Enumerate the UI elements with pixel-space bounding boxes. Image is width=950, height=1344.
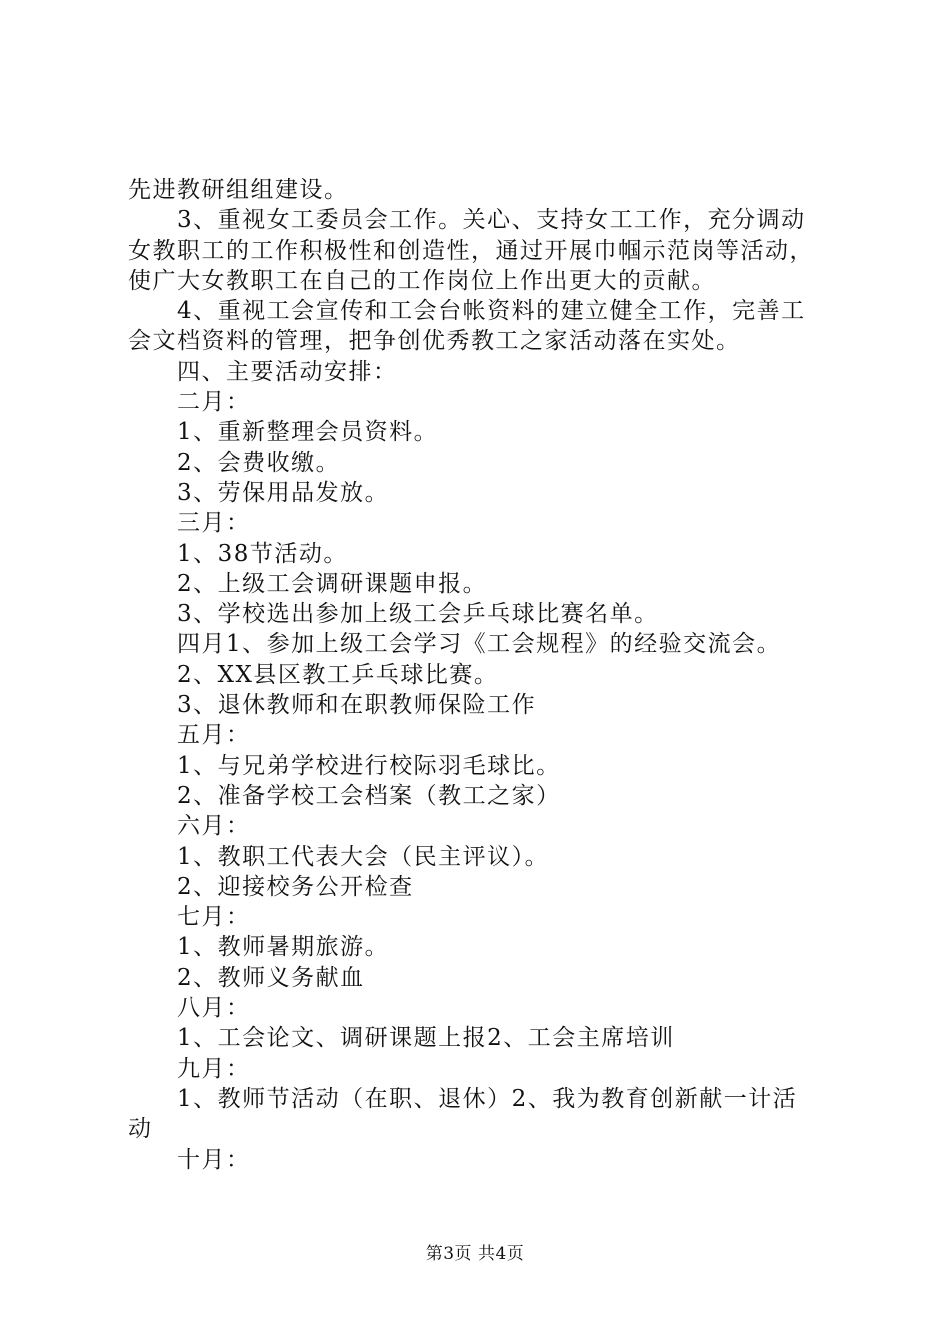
- activity-item: 3、学校选出参加上级工会乒乓球比赛名单。: [177, 601, 659, 628]
- activity-item: 1、38节活动。: [177, 540, 348, 567]
- month-heading: 九月：: [177, 1055, 251, 1082]
- text-line: 先进教研组组建设。: [128, 177, 349, 203]
- document-text: [128, 175, 848, 1175]
- text-line: 会文档资料的管理，把争创优秀教工之家活动落在实处。: [128, 328, 741, 355]
- activity-item: 2、XX县区教工乒乓球比赛。: [177, 661, 499, 688]
- activity-item: 1、教师暑期旅游。: [177, 934, 390, 961]
- activity-item: 3、劳保用品发放。: [177, 479, 390, 506]
- activity-item: 2、上级工会调研课题申报。: [177, 570, 488, 597]
- activity-item: 1、与兄弟学校进行校际羽毛球比。: [177, 752, 561, 779]
- section-heading: 四、主要活动安排：: [177, 358, 398, 385]
- activity-item: 四月1、参加上级工会学习《工会规程》的经验交流会。: [177, 631, 782, 658]
- activity-item: 1、教职工代表大会（民主评议）。: [177, 843, 550, 870]
- activity-item: 2、教师义务献血: [177, 964, 365, 991]
- activity-item: 2、迎接校务公开检查: [177, 873, 414, 900]
- activity-item: 1、工会论文、调研课题上报2、工会主席培训: [177, 1025, 675, 1052]
- text-line: 3、重视女工委员会工作。关心、支持女工工作，充分调动: [177, 207, 806, 234]
- activity-item: 1、教师节活动（在职、退休）2、我为教育创新献一计活: [177, 1085, 798, 1112]
- month-heading: 六月：: [177, 813, 251, 840]
- text-line: 动: [128, 1116, 153, 1143]
- activity-item: 2、准备学校工会档案（教工之家）: [177, 782, 561, 809]
- text-line: 4、重视工会宣传和工会台帐资料的建立健全工作，完善工: [177, 298, 806, 325]
- activity-item: 1、重新整理会员资料。: [177, 419, 439, 446]
- month-heading: 七月：: [177, 904, 251, 931]
- text-line: 使广大女教职工在自己的工作岗位上作出更大的贡献。: [128, 267, 716, 294]
- text-line: 女教职工的工作积极性和创造性，通过开展巾帼示范岗等活动，: [128, 237, 814, 264]
- month-heading: 十月：: [177, 1146, 251, 1173]
- activity-item: 3、退休教师和在职教师保险工作: [177, 692, 537, 719]
- activity-item: 2、会费收缴。: [177, 449, 341, 476]
- month-heading: 三月：: [177, 510, 251, 537]
- month-heading: 五月：: [177, 722, 251, 749]
- month-heading: 二月：: [177, 389, 251, 416]
- month-heading: 八月：: [177, 995, 251, 1022]
- page-number-footer: 第3页 共4页: [425, 1244, 525, 1264]
